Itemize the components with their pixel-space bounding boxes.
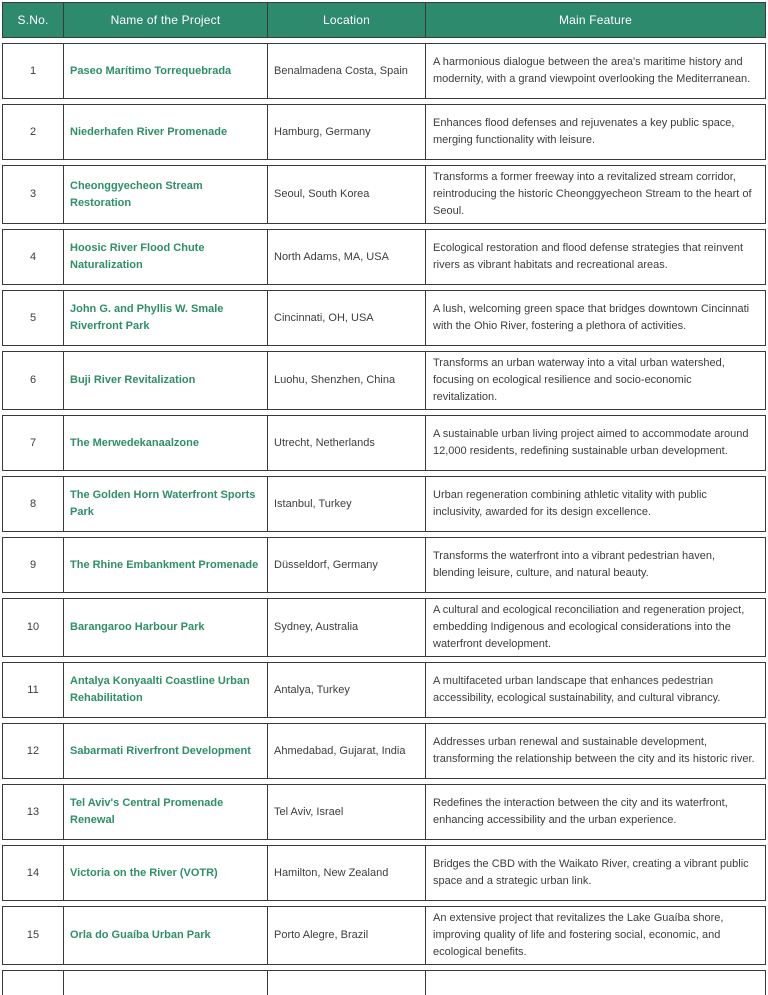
table-row [2, 43, 766, 99]
location-cell: Tel Aviv, Israel [268, 784, 426, 840]
sno-cell: 11 [2, 662, 64, 718]
project-name-cell [64, 970, 268, 995]
feature-cell: An extensive project that revitalizes the Lake Guaíba shore, improving quality of life and fostering social, economic, and ecological benefits. [426, 906, 766, 965]
feature-cell: Transforms an urban waterway into a vital urban watershed, focusing on ecological resilience and socio-economic revitalization. [426, 351, 766, 410]
project-name-cell: Niederhafen River Promenade [64, 104, 268, 160]
header-row [2, 2, 766, 38]
location-cell: Benalmadena Costa, Spain [268, 43, 426, 99]
project-name-cell: Buji River Revitalization [64, 351, 268, 410]
project-name-cell: The Rhine Embankment Promenade [64, 537, 268, 593]
table-row [2, 476, 766, 532]
location-cell: Cincinnati, OH, USA [268, 290, 426, 346]
project-name-cell: Orla do Guaíba Urban Park [64, 906, 268, 965]
location-cell: Porto Alegre, Brazil [268, 906, 426, 965]
table-row [2, 598, 766, 657]
location-cell: North Adams, MA, USA [268, 229, 426, 285]
location-cell: Sydney, Australia [268, 598, 426, 657]
location-cell: Istanbul, Turkey [268, 476, 426, 532]
sno-cell: 15 [2, 906, 64, 965]
sno-cell: 13 [2, 784, 64, 840]
table-row [2, 290, 766, 346]
feature-cell: Redefines the interaction between the city and its waterfront, enhancing accessibility and the urban experience. [426, 784, 766, 840]
sno-cell: 2 [2, 104, 64, 160]
sno-cell: 1 [2, 43, 64, 99]
feature-cell: Ecological restoration and flood defense strategies that reinvent rivers as vibrant habitats and recreational areas. [426, 229, 766, 285]
sno-cell: 7 [2, 415, 64, 471]
feature-cell: A cultural and ecological reconciliation and regeneration project, embedding Indigenous and ecological considerations into the waterfront development. [426, 598, 766, 657]
project-name-cell: Cheonggyecheon Stream Restoration [64, 165, 268, 224]
table-row [2, 723, 766, 779]
location-cell: Luohu, Shenzhen, China [268, 351, 426, 410]
sno-cell: 9 [2, 537, 64, 593]
location-cell: Utrecht, Netherlands [268, 415, 426, 471]
location-cell: Ahmedabad, Gujarat, India [268, 723, 426, 779]
sno-cell: 8 [2, 476, 64, 532]
sno-cell: 12 [2, 723, 64, 779]
header-sno: S.No. [2, 2, 64, 38]
feature-cell: A multifaceted urban landscape that enhances pedestrian accessibility, ecological sustainability, and cultural vibrancy. [426, 662, 766, 718]
feature-cell: Addresses urban renewal and sustainable development, transforming the relationship between the city and its historic river. [426, 723, 766, 779]
feature-cell [426, 970, 766, 995]
project-name-cell: Tel Aviv's Central Promenade Renewal [64, 784, 268, 840]
feature-cell: Enhances flood defenses and rejuvenates a key public space, merging functionality with leisure. [426, 104, 766, 160]
table-row [2, 537, 766, 593]
projects-table [2, 0, 766, 995]
sno-cell: 4 [2, 229, 64, 285]
header-main-feature: Main Feature [426, 2, 766, 38]
sno-cell: 3 [2, 165, 64, 224]
feature-cell: Urban regeneration combining athletic vitality with public inclusivity, awarded for its design excellence. [426, 476, 766, 532]
project-name-cell: Sabarmati Riverfront Development [64, 723, 268, 779]
sno-cell: 14 [2, 845, 64, 901]
table-row [2, 165, 766, 224]
feature-cell: Transforms a former freeway into a revitalized stream corridor, reintroducing the historic Cheonggyecheon Stream to the heart of Seoul. [426, 165, 766, 224]
feature-cell: A sustainable urban living project aimed to accommodate around 12,000 residents, redefining sustainable urban development. [426, 415, 766, 471]
feature-cell: Bridges the CBD with the Waikato River, creating a vibrant public space and a strategic urban link. [426, 845, 766, 901]
sno-cell: 5 [2, 290, 64, 346]
table-header [2, 2, 766, 38]
header-location: Location [268, 2, 426, 38]
location-cell: Antalya, Turkey [268, 662, 426, 718]
table-row [2, 845, 766, 901]
header-project-name: Name of the Project [64, 2, 268, 38]
sno-cell: 6 [2, 351, 64, 410]
feature-cell: Transforms the waterfront into a vibrant pedestrian haven, blending leisure, culture, and natural beauty. [426, 537, 766, 593]
project-name-cell: Victoria on the River (VOTR) [64, 845, 268, 901]
table-row [2, 906, 766, 965]
table-row [2, 415, 766, 471]
table-row [2, 104, 766, 160]
location-cell: Seoul, South Korea [268, 165, 426, 224]
sno-cell: 10 [2, 598, 64, 657]
location-cell: Hamburg, Germany [268, 104, 426, 160]
table-row [2, 662, 766, 718]
project-name-cell: Barangaroo Harbour Park [64, 598, 268, 657]
project-name-cell: Hoosic River Flood Chute Naturalization [64, 229, 268, 285]
feature-cell: A lush, welcoming green space that bridges downtown Cincinnati with the Ohio River, fostering a plethora of activities. [426, 290, 766, 346]
project-name-cell: Paseo Marítimo Torrequebrada [64, 43, 268, 99]
location-cell: Hamilton, New Zealand [268, 845, 426, 901]
sno-cell [2, 970, 64, 995]
table-body [2, 43, 766, 995]
table-row [2, 784, 766, 840]
project-name-cell: John G. and Phyllis W. Smale Riverfront Park [64, 290, 268, 346]
project-name-cell: Antalya Konyaalti Coastline Urban Rehabilitation [64, 662, 268, 718]
table-row [2, 970, 766, 995]
project-name-cell: The Golden Horn Waterfront Sports Park [64, 476, 268, 532]
feature-cell: A harmonious dialogue between the area's maritime history and modernity, with a grand viewpoint overlooking the Mediterranean. [426, 43, 766, 99]
table-row [2, 229, 766, 285]
location-cell [268, 970, 426, 995]
project-name-cell: The Merwedekanaalzone [64, 415, 268, 471]
location-cell: Düsseldorf, Germany [268, 537, 426, 593]
table-row [2, 351, 766, 410]
